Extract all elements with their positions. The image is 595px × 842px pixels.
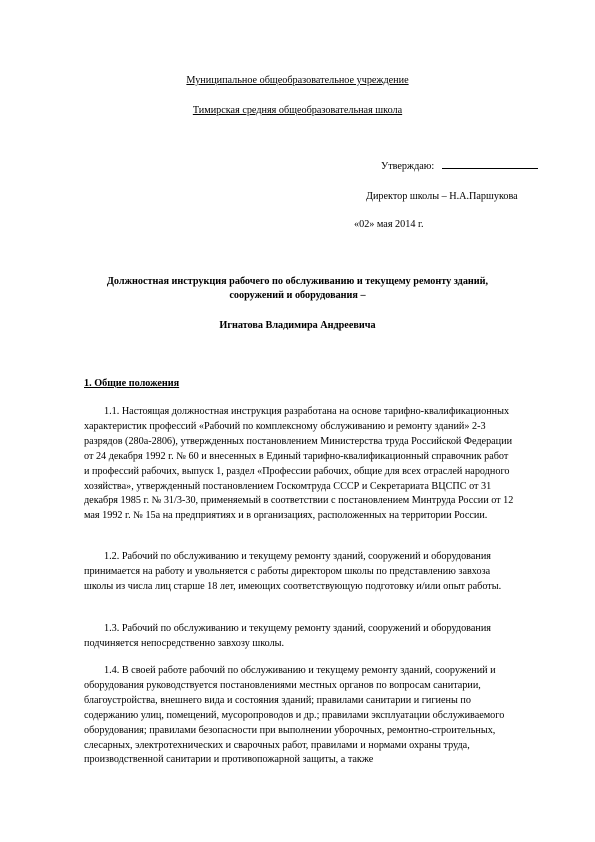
institution-name: Муниципальное общеобразовательное учреждение: [186, 75, 409, 86]
paragraph-1-2: 1.2. Рабочий по обслуживанию и текущему ремонту зданий, сооружений и оборудования принимается на работу и увольняется с работы директором школы по представлению завхоза школы из числа лиц старше 18 лет, имеющих соответствующую подготовку и/или опыт работы.: [84, 551, 502, 592]
director-position: Директор школы – Н.А.Паршукова: [366, 191, 518, 202]
document-title-line1: Должностная инструкция рабочего по обслуживанию и текущему ремонту зданий,: [106, 276, 489, 287]
employee-name: Игнатова Владимира Андреевича: [219, 320, 376, 331]
section-heading: 1. Общие положения: [84, 378, 180, 389]
paragraph-1-1: 1.1. Настоящая должностная инструкция разработана на основе тарифно-квалификационных характеристик профессий «Рабочий по комплексному обслуживанию и ремонту зданий» 2-3 разрядов (280а-2806), утвержденных постановлением Министерства труда Российской Федерации от 24 декабря 1992 г. № 60 и внесенных в Единый тарифно-квалификационный справочник работ и профессий рабочих, выпуск 1, раздел «Профессии рабочих, общие для всех отраслей народного хозяйства», утвержденный постановлением Госкомтруда СССР и Секретариата ВЦСПС от 31 декабря 1985 г. № 31/3-30, применяемый в соответствии с постановлением Минтруда России от 12 мая 1992 г. № 15а на предприятиях и в организациях, расположенных на территории России.: [84, 406, 514, 522]
paragraph-1-3: 1.3. Рабочий по обслуживанию и текущему ремонту зданий, сооружений и оборудования подчиняется непосредственно завхозу школы.: [84, 623, 491, 649]
approval-label-row: [381, 159, 538, 173]
approval-label: Утверждаю:: [381, 161, 435, 172]
paragraph-1-4: 1.4. В своей работе рабочий по обслуживанию и текущему ремонту зданий, сооружений и оборудования руководствуется постановлениями местных органов по вопросам санитарии, благоустройства, внешнего вида и состояния зданий; правилами санитарии и гигиены по содержанию улиц, помещений, мусоропроводов и др.; правилами эксплуатации обслуживаемого оборудования; правилами безопасности при выполнении уборочных, ремонтно-строительных, слесарных, электротехнических и сварочных работ, правилами и нормами охраны труда, производственной санитарии и противопожарной защиты, а также: [84, 665, 505, 766]
approval-date: «02» мая 2014 г.: [354, 219, 424, 230]
document-title-line2: сооружений и оборудования –: [229, 290, 366, 301]
signature-line: [442, 159, 538, 169]
school-name: Тимирская средняя общеобразовательная школа: [192, 105, 403, 116]
